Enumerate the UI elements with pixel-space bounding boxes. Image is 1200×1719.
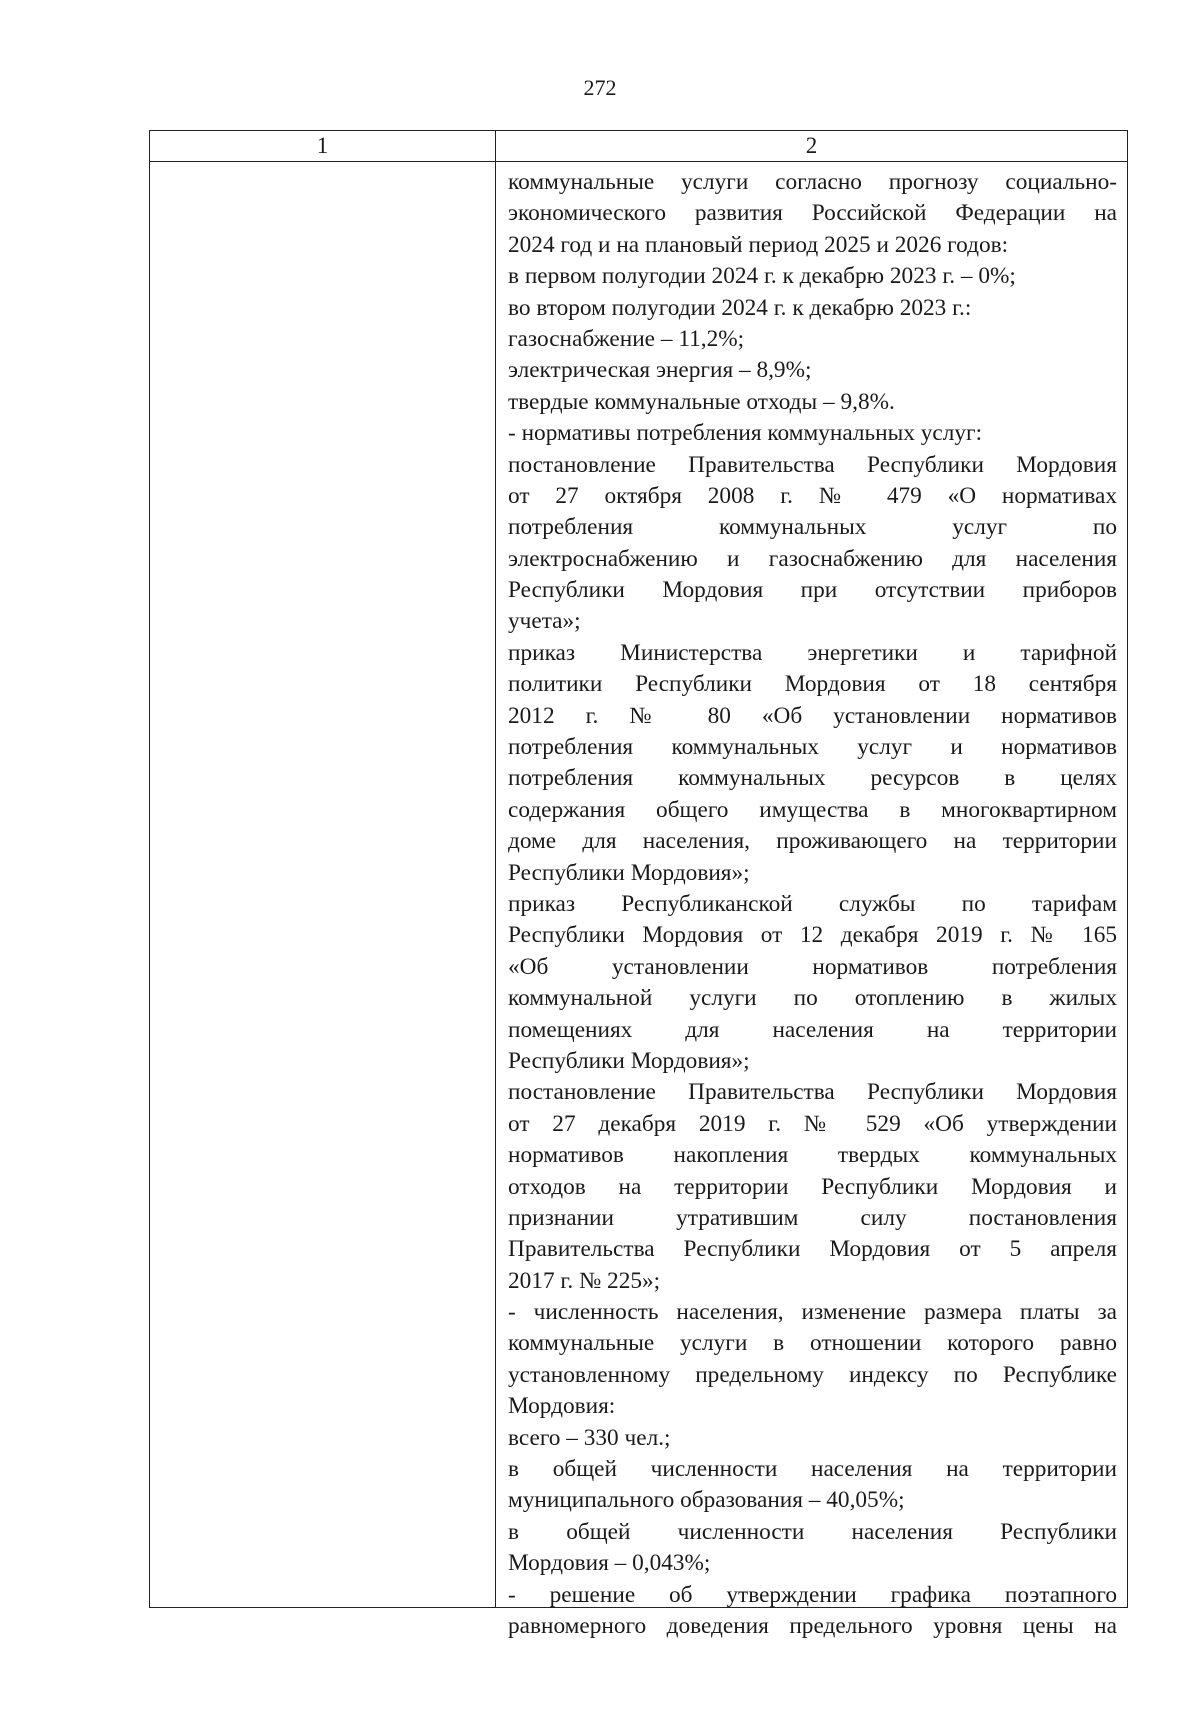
column-2-header: 2 <box>805 133 818 158</box>
text-line: коммунальной услуги по отоплению в жилых <box>508 985 1117 1012</box>
text-line: во втором полугодии 2024 г. к декабрю 2023 г.: <box>508 294 972 321</box>
document-table <box>149 130 1128 1639</box>
table-header-row <box>150 131 1127 162</box>
text-line: 2012 г. № 80 «Об установлении нормативов <box>508 702 1117 729</box>
text-line: Республики Мордовия»; <box>508 1047 750 1074</box>
text-line: всего – 330 чел.; <box>508 1424 671 1451</box>
text-line: в первом полугодии 2024 г. к декабрю 2023 г. – 0%; <box>508 263 1016 290</box>
text-line: коммунальные услуги согласно прогнозу социально- <box>508 169 1117 195</box>
text-line: установленному предельному индексу по Республике <box>508 1361 1117 1388</box>
page-number: 272 <box>583 75 617 100</box>
text-line: в общей численности населения Республики <box>508 1518 1117 1545</box>
text-line: доме для населения, проживающего на территории <box>508 828 1117 855</box>
text-line: Правительства Республики Мордовия от 5 апреля <box>508 1236 1117 1263</box>
text-line: Мордовия – 0,043%; <box>508 1550 711 1577</box>
text-line: помещениях для населения на территории <box>508 1016 1117 1043</box>
column-2-content-cell <box>508 167 1117 1642</box>
text-line: «Об установлении нормативов потребления <box>508 953 1117 980</box>
text-line: приказ Республиканской службы по тарифам <box>508 890 1117 917</box>
text-line: содержания общего имущества в многоквартирном <box>508 796 1117 823</box>
text-line: - численность населения, изменение размера платы за <box>508 1299 1117 1326</box>
text-line: постановление Правительства Республики Мордовия <box>508 451 1117 478</box>
column-1-header: 1 <box>316 133 329 158</box>
text-line: Республики Мордовия от 12 декабря 2019 г. № 165 <box>508 922 1117 949</box>
text-line: политики Республики Мордовия от 18 сентября <box>508 671 1117 698</box>
text-line: отходов на территории Республики Мордовия и <box>508 1173 1117 1200</box>
text-line: Республики Мордовия»; <box>508 859 750 886</box>
text-line: электроснабжению и газоснабжению для населения <box>508 545 1117 572</box>
text-line: равномерного доведения предельного уровня цены на <box>508 1612 1117 1639</box>
text-line: признании утратившим силу постановления <box>508 1204 1117 1231</box>
text-line: потребления коммунальных услуг по <box>508 514 1117 541</box>
text-line: экономического развития Российской Федерации на <box>508 200 1117 227</box>
text-line: 2017 г. № 225»; <box>508 1267 661 1294</box>
text-line: потребления коммунальных услуг и нормативов <box>508 734 1117 761</box>
text-line: газоснабжение – 11,2%; <box>508 325 745 352</box>
text-line: от 27 декабря 2019 г. № 529 «Об утверждении <box>508 1110 1117 1137</box>
text-line: муниципального образования – 40,05%; <box>508 1487 905 1514</box>
text-line: учета»; <box>508 608 581 635</box>
text-line: Республики Мордовия при отсутствии приборов <box>508 577 1117 604</box>
text-line: Мордовия: <box>508 1393 616 1420</box>
text-line: твердые коммунальные отходы – 9,8%. <box>508 388 895 415</box>
text-line: - решение об утверждении графика поэтапного <box>508 1581 1117 1608</box>
text-line: электрическая энергия – 8,9%; <box>508 357 812 384</box>
column-divider <box>495 131 496 1607</box>
text-line: от 27 октября 2008 г. № 479 «О нормативах <box>508 482 1117 509</box>
text-line: в общей численности населения на территории <box>508 1456 1117 1483</box>
text-line: потребления коммунальных ресурсов в целях <box>508 765 1117 792</box>
text-line: постановление Правительства Республики Мордовия <box>508 1079 1117 1106</box>
text-line: - нормативы потребления коммунальных услуг: <box>508 420 983 447</box>
text-line: 2024 год и на плановый период 2025 и 2026 годов: <box>508 231 1009 258</box>
text-line: коммунальные услуги в отношении которого равно <box>508 1330 1117 1357</box>
text-line: нормативов накопления твердых коммунальных <box>508 1142 1117 1169</box>
text-line: приказ Министерства энергетики и тарифной <box>508 639 1117 666</box>
